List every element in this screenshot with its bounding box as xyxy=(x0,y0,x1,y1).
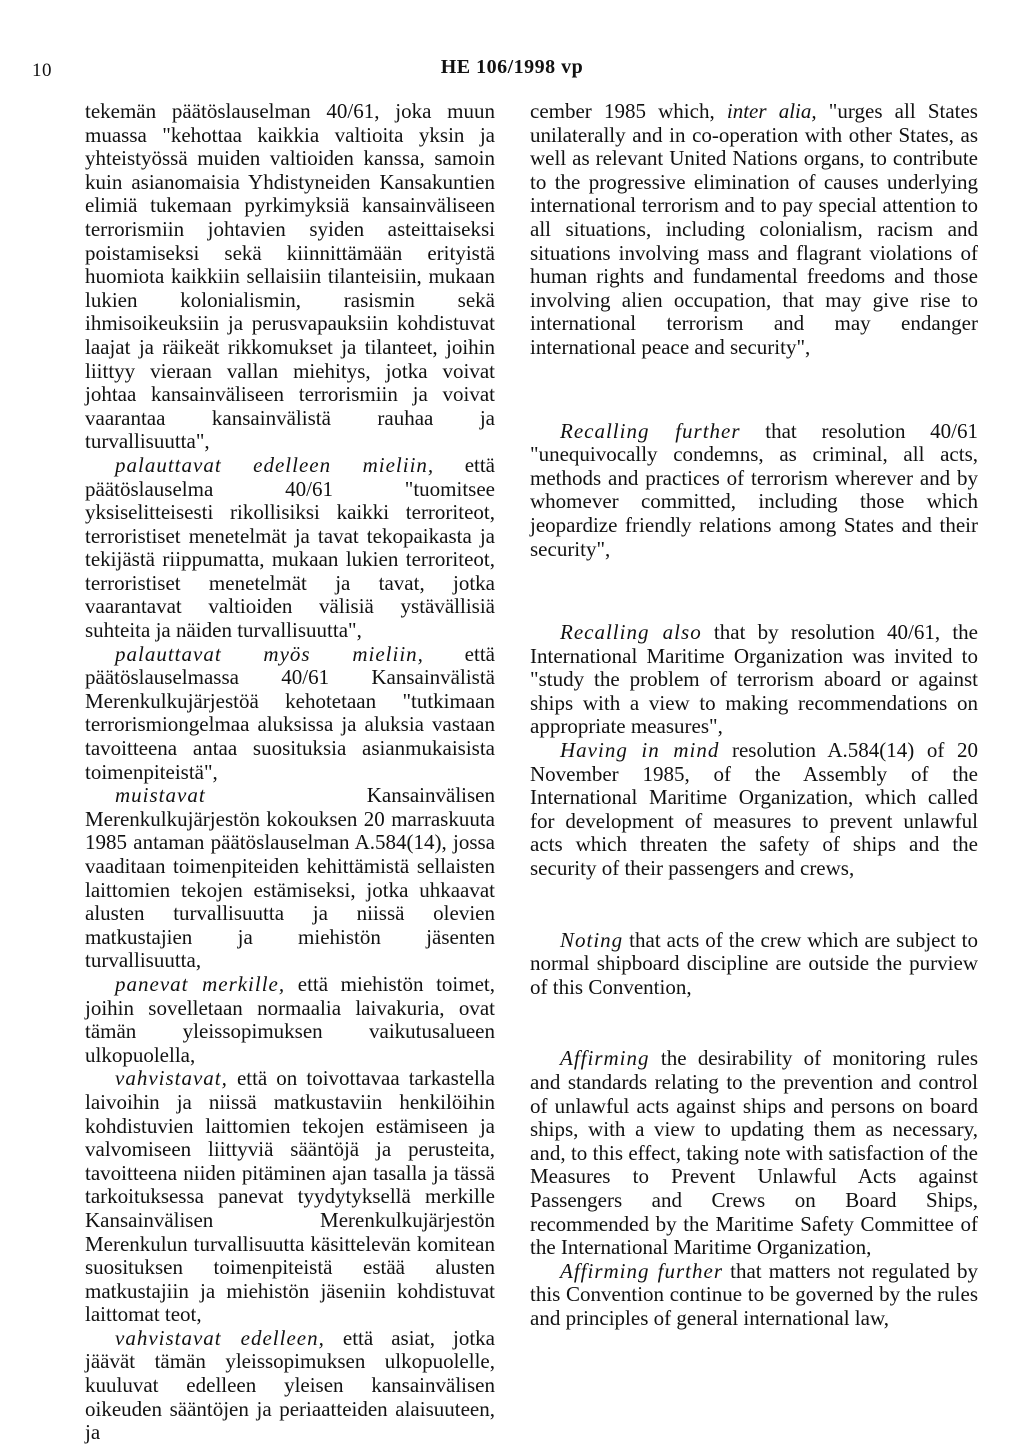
en-p7-text: that matters not regulated by this Convention continue to be governed by the rules and principles of general international law, xyxy=(530,1258,979,1330)
en-paragraph-6 xyxy=(530,1047,978,1259)
en-p7-keyword: Affirming further xyxy=(560,1258,723,1283)
en-paragraph-3 xyxy=(530,621,978,739)
fi-paragraph-2 xyxy=(85,454,495,643)
en-paragraph-7 xyxy=(530,1260,978,1331)
en-paragraph-2 xyxy=(530,420,978,562)
en-p3-text: that by resolution 40/61, the International Maritime Organization was invited to "study the problem of terrorism aboard or against ships with a view to making recommendations on appropriate measures", xyxy=(530,620,978,739)
en-paragraph-5 xyxy=(530,929,978,1000)
english-column xyxy=(530,100,978,1331)
en-p1-emphasis: inter alia, xyxy=(726,99,817,123)
fi-paragraph-4 xyxy=(85,784,495,973)
fi-p3-text: että päätöslauselmassa 40/61 Kansainvälistä Merenkulkujärjestöä kehotetaan "tutkimaan terrorismiongelmaa aluksissa ja aluksia vastaan tavoitteena antaa suosituksia asianmukaisista toimenpiteistä", xyxy=(85,641,495,784)
fi-p4-text: Kansainvälisen Merenkulkujärjestön kokouksen 20 marraskuuta 1985 antaman päätöslauselman A.584(14), jossa vaaditaan toimenpiteiden kehittämistä sellaisten laittomien tekojen estämiseksi, jotka uhkaavat alusten turvallisuutta ja niissä olevien matkustajien ja miehistön jäsenten turvallisuutta, xyxy=(85,783,495,973)
en-paragraph-1 xyxy=(530,100,978,360)
fi-paragraph-6 xyxy=(85,1067,495,1327)
fi-paragraph-5 xyxy=(85,973,495,1067)
fi-p5-keyword: panevat merkille, xyxy=(115,971,286,996)
fi-p6-text: että on toivottavaa tarkastella laivoihin ja niissä matkustaviin henkilöihin kohdistuvien laittomien tekojen estämiseen ja valvomiseen liittyviä sääntöjä ja perusteita, tavoitteena niiden pitäminen ajan tasalla ja tässä tarkoituksessa panevat tyydytyksellä merkille Kansainvälisen Merenkulkujärjestön Merenkulun turvallisuutta käsittelevän komitean suosituksen toimenpiteistä estää alusten matkustajiin ja miehistön jäseniin kohdistuvat laittomat teot, xyxy=(85,1066,495,1327)
page-number: 10 xyxy=(32,60,52,81)
en-p1-text-b: "urges all States unilaterally and in co-operation with other States, as well as relevant United Nations organs, to contribute to the progressive elimination of causes underlying international terrorism and to pay special attention to all situations, including colonialism, racism and situations involving mass and flagrant violations of human rights and fundamental freedoms and those involving alien occupation, that may give rise to international terrorism and may endanger international peace and security", xyxy=(530,99,978,359)
en-p3-keyword: Recalling also xyxy=(560,620,702,645)
en-p5-text: that acts of the crew which are subject to normal shipboard discipline are outside the purview of this Convention, xyxy=(530,927,978,999)
fi-p7-keyword: vahvistavat edelleen, xyxy=(115,1325,325,1350)
en-p6-text: the desirability of monitoring rules and standards relating to the prevention and control of unlawful acts against ships and persons on board ships, with a view to updating them as necessary, and, to this effect, taking note with satisfaction of the Measures to Prevent Unlawful Acts against Passengers and Crews on Board Ships, recommended by the Maritime Safety Committee of the International Maritime Organization, xyxy=(530,1046,978,1260)
en-p6-keyword: Affirming xyxy=(560,1046,650,1071)
en-p2-keyword: Recalling further xyxy=(560,418,741,443)
fi-paragraph-1 xyxy=(85,100,495,454)
fi-p4-keyword: muistavat xyxy=(115,783,206,808)
fi-p2-text: että päätöslauselma 40/61 "tuomitsee yksiselitteisesti rikollisiksi kaikki terroriteot, terroristiset menetelmät ja tavat tekopaikasta ja tekijästä riippumatta, mukaan lukien terroriteot, terroristiset menetelmät ja tavat, jotka vaarantavat valtioiden välisiä ystävällisiä suhteita ja näiden turvallisuutta", xyxy=(85,452,495,643)
en-p4-keyword: Having in mind xyxy=(560,738,720,763)
en-p5-keyword: Noting xyxy=(560,927,624,952)
fi-p2-keyword: palauttavat edelleen mieliin, xyxy=(115,452,435,477)
fi-paragraph-7 xyxy=(85,1327,495,1445)
en-p4-text: resolution A.584(14) of 20 November 1985, of the Assembly of the International Maritime Organization, which called for development of measures to prevent unlawful acts which threaten the safety of ships and the security of their passengers and crews, xyxy=(530,738,978,881)
fi-p3-keyword: palauttavat myös mieliin, xyxy=(115,641,424,666)
fi-p5-text: että miehistön toimet, joihin sovelletaan normaalia laivakuria, ovat tämän yleissopimuksen vaikutusalueen ulkopuolella, xyxy=(85,971,495,1067)
en-p2-text: that resolution 40/61 "unequivocally condemns, as criminal, all acts, methods and practices of terrorism wherever and by whomever committed, including those which jeopardize friendly relations among States and their security", xyxy=(530,418,978,561)
en-p1-text-a: cember 1985 which, xyxy=(530,99,727,123)
running-head: HE 106/1998 vp xyxy=(440,56,584,78)
fi-paragraph-3 xyxy=(85,643,495,785)
fi-p7-text: että asiat, jotka jäävät tämän yleissopimuksen ulkopuolelle, kuuluvat edelleen yleisen kansainvälisen oikeuden sääntöjen ja periaatteiden alaisuuteen, ja xyxy=(85,1325,495,1445)
en-paragraph-4 xyxy=(530,739,978,881)
fi-p1-text: tekemän päätöslauselman 40/61, joka muun muassa "kehottaa kaikkia valtioita yksin ja yhteistyössä muiden valtioiden kanssa, samoin kuin asianomaisia Yhdistyneiden Kansakuntien elimiä tukemaan pyrkimyksiä kansainväliseen terrorismiin johtavien syiden asteittaiseksi poistamiseksi sekä kiinnittämään erityistä huomiota kaikkiin sellaisiin tilanteisiin, mukaan lukien kolonialismin, rasismin sekä ihmisoikeuksiin ja perusvapauksiin kohdistuvat laajat ja räikeät rikkomukset ja tilanteet, joihin liittyy vieraan vallan miehitys, jotka voivat johtaa kansainväliseen terrorismiin ja voivat vaarantaa kansainvälistä rauhaa ja turvallisuutta", xyxy=(85,99,495,454)
fi-p6-keyword: vahvistavat, xyxy=(115,1066,228,1091)
finnish-column xyxy=(85,100,495,1445)
